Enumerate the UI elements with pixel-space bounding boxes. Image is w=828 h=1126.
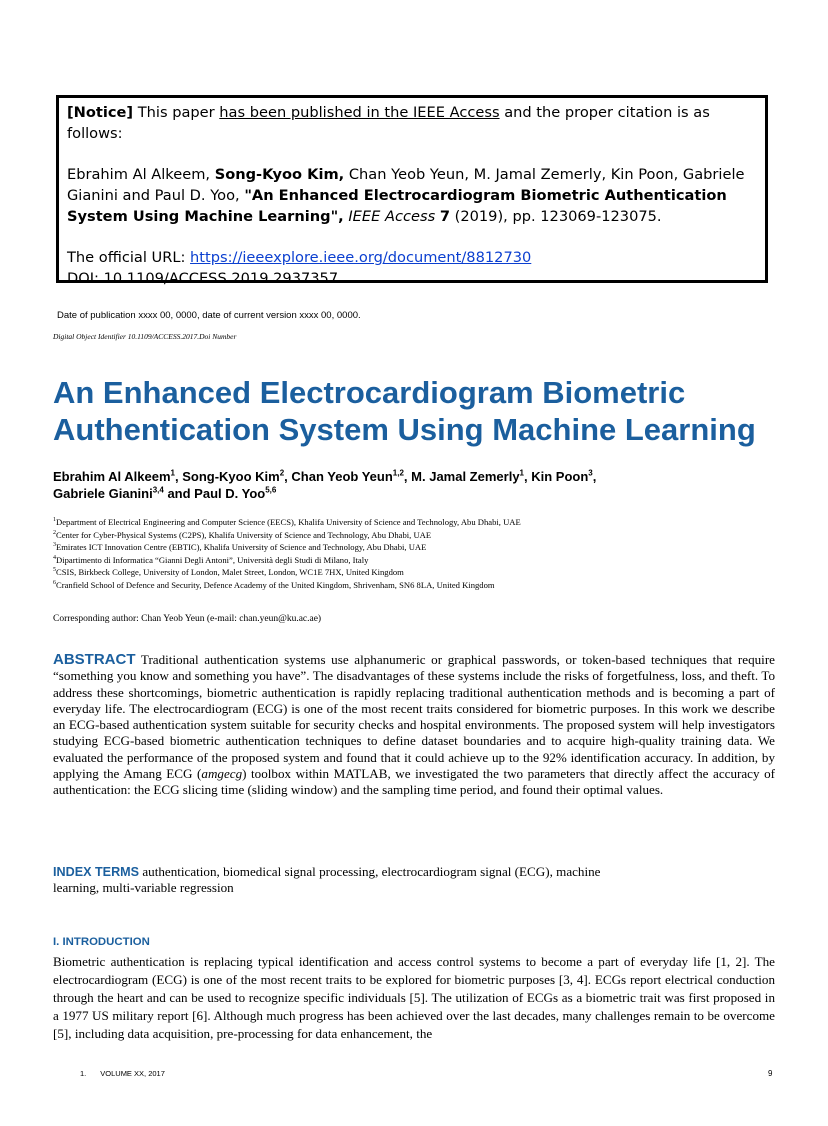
author: Song-Kyoo Kim$^2$,	[182, 468, 292, 484]
abstract-text-b: ) toolbox within MATLAB, we investigated the two parameters that directly affect the accuracy of authentication: the ECG slicing time (sliding window) and the sampling time period, and found their optimal values.	[53, 766, 775, 798]
citation-rest: (2019), pp. 123069-123075.	[450, 208, 662, 225]
abstract	[53, 652, 775, 799]
doi-notice-line: DOI: 10.1109/ACCESS.2019.2937357	[67, 270, 339, 287]
citation-authors-b: Chan Yeob Yeun, M. Jamal Zemerly, Kin Poon, Gabriele Gianini and Paul D. Yoo,	[67, 166, 745, 204]
citation-volume: 7	[439, 208, 450, 225]
corresponding-author: Corresponding author: Chan Yeob Yeun (e-mail: chan.yeun@ku.ac.ae)	[53, 614, 322, 624]
author: Ebrahim Al Alkeem$^1$,	[53, 468, 183, 484]
notice-box	[56, 95, 768, 287]
affiliation: $^5$CSIS, Birkbeck College, University of London, Malet Street, London, WC1E 7HX, United Kingdom	[53, 567, 404, 578]
author: M. Jamal Zemerly$^1$,	[411, 468, 532, 484]
affiliation-list	[53, 516, 783, 592]
affiliation: $^6$Cranfield School of Defence and Security, Defence Academy of the United Kingdom, Shrivenham, SN6 8LA, United Kingdom	[53, 579, 495, 590]
publication-date: Date of publication xxxx 00, 0000, date of current version xxxx 00, 0000.	[57, 310, 361, 321]
index-terms-label: INDEX TERMS	[53, 865, 140, 879]
notice-post: and the proper citation is as follows:	[67, 104, 710, 142]
affiliation: $^3$Emirates ICT Innovation Centre (EBTIC), Khalifa University of Science and Technology, Abu Dhabi, UAE	[53, 542, 427, 553]
official-url-line	[67, 247, 757, 268]
footer-volume	[80, 1069, 165, 1078]
affiliation: $^4$Dipartimento di Informatica “Gianni Degli Antoni”, Università degli Studi di Milano, Italy	[53, 554, 369, 565]
notice-pre: This paper	[133, 104, 220, 121]
abstract-label: ABSTRACT	[53, 651, 136, 668]
abstract-text-a: Traditional authentication systems use alphanumeric or graphical passwords, or token-based techniques that require “something you know and something you have”. The disadvantages of these systems include the risks of forgetfulness, loss, and theft. To address these shortcomings, biometric authentication is rapidly replacing traditional authentication methods and is becoming a part of everyday life. The electrocardiogram (ECG) is one of the most recent traits considered for biometric purposes. In this work we describe an ECG-based authentication system suitable for security checks and hospital environments. The proposed system will help investigators studying ECG-based biometric authentication techniques to define dataset boundaries and to acquire high-quality training data. We evaluated the performance of the proposed system and found that it could achieve up to the 92% identification accuracy. In addition, by applying the Amang ECG (	[53, 652, 775, 782]
citation-authors-a: Ebrahim Al Alkeem,	[67, 166, 215, 183]
citation-author-bold: Song-Kyoo Kim,	[214, 166, 345, 183]
page-number: 9	[768, 1069, 773, 1078]
affiliation: $^2$Center for Cyber-Physical Systems (C2PS), Khalifa University of Science and Technology, Abu Dhabi, UAE	[53, 529, 432, 540]
citation-title: "An Enhanced Electrocardiogram Biometric Authentication System Using Machine Learning",	[67, 187, 727, 225]
index-terms	[53, 864, 775, 897]
author: Paul D. Yoo$^{5,6}$	[194, 485, 277, 501]
introduction-text: Biometric authentication is replacing typical identification and access control systems to become a part of everyday life [1, 2]. The electrocardiogram (ECG) is one of the most recent traits to be explored for biometric purposes [3, 4]. ECGs report electrical conduction through the heart and can be used to recognize specific individuals [5]. The utilization of ECGs as a biometric trait was first proposed in a 1977 US military report [6]. Although much progress has been achieved over the last decades, many challenges remain to be overcome [5], including data acquisition, pre-processing for data enhancement, the	[53, 954, 775, 1042]
notice-paragraph	[67, 102, 757, 144]
doi-identifier: Digital Object Identifier 10.1109/ACCESS.2017.Doi Number	[53, 332, 237, 341]
affiliation: $^1$Department of Electrical Engineering and Computer Science (EECS), Khalifa University of Science and Technology, Abu Dhabi, UAE	[53, 517, 521, 527]
title-line-2: Authentication System Using Machine Learning	[53, 412, 756, 447]
notice-label: [Notice]	[67, 104, 134, 121]
author: Chan Yeob Yeun$^{1,2}$,	[291, 468, 412, 484]
author: Kin Poon$^3$,	[531, 468, 597, 484]
footer-number: 1.	[80, 1069, 87, 1078]
citation-paragraph	[67, 164, 757, 227]
abstract-italic: amgecg	[201, 766, 243, 782]
section-heading: I. INTRODUCTION	[53, 936, 150, 948]
author: Gabriele Gianini$^{3,4}$ and	[53, 485, 195, 501]
title-line-1: An Enhanced Electrocardiogram Biometric	[53, 375, 686, 410]
citation-journal: IEEE Access	[348, 208, 436, 225]
index-terms-line-1: authentication, biomedical signal processing, electrocardiogram signal (ECG), machine	[139, 864, 601, 879]
official-url-link[interactable]: https://ieeexplore.ieee.org/document/8812730	[190, 249, 532, 266]
footer-volume-text: VOLUME XX, 2017	[100, 1069, 165, 1078]
author-list	[53, 468, 773, 502]
url-label: The official URL:	[67, 249, 191, 266]
notice-published-link[interactable]: has been published in the IEEE Access	[219, 104, 500, 121]
index-terms-line-2: learning, multi-variable regression	[53, 880, 234, 896]
paper-title	[53, 374, 793, 448]
